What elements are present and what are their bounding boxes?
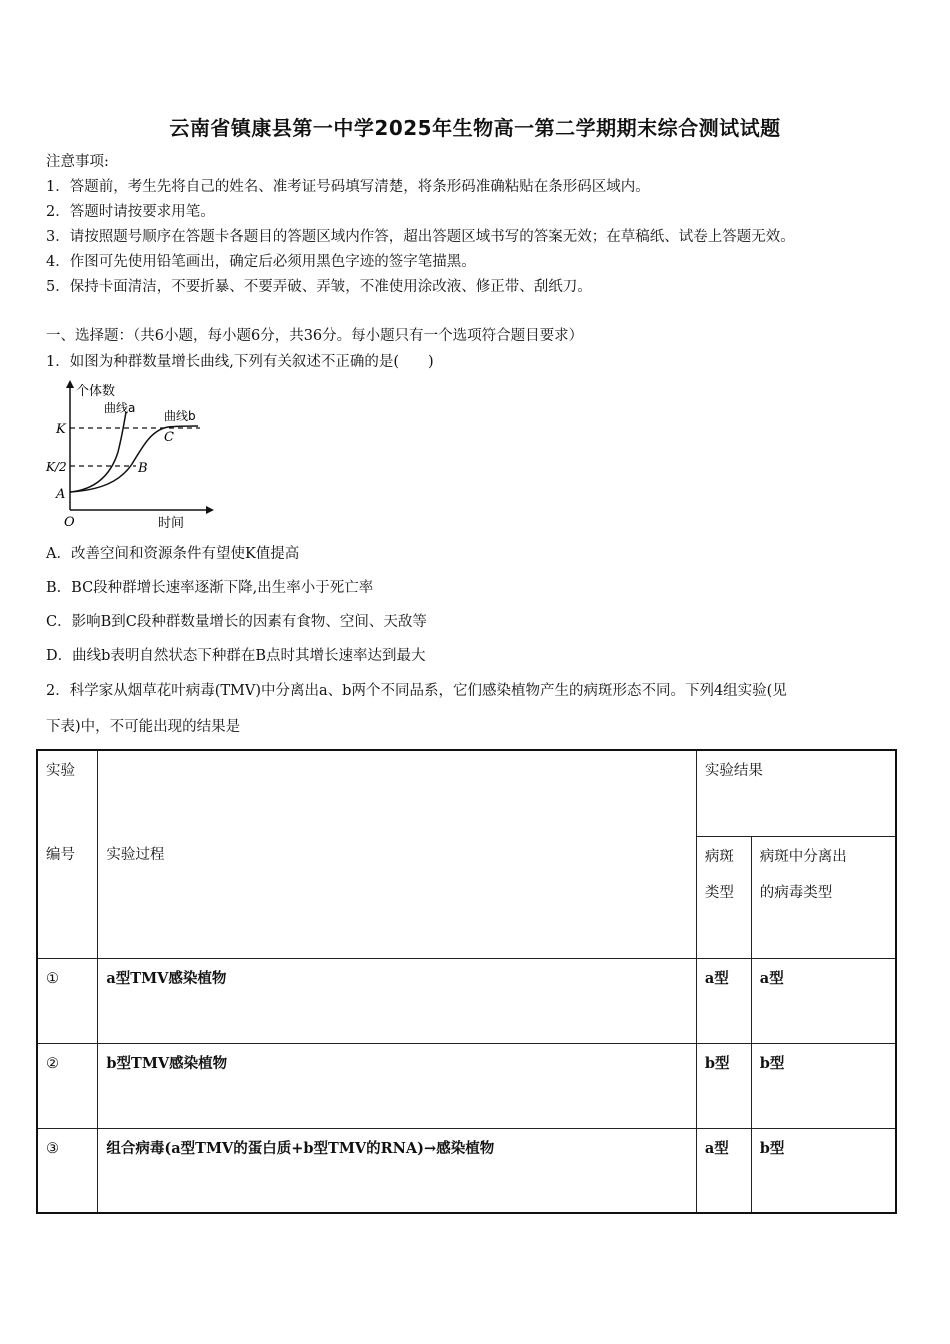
- header-virus-type: [751, 836, 896, 958]
- header-id-line2: 编号: [46, 847, 75, 863]
- graph-k2-label: K/2: [46, 460, 67, 474]
- notice-item: 1．答题前，考生先将自己的姓名、准考证号码填写清楚，将条形码准确粘贴在条形码区域内。: [46, 179, 650, 195]
- notice-heading: 注意事项:: [46, 154, 109, 170]
- question-1-stem: 1．如图为种群数量增长曲线,下列有关叙述不正确的是( ): [46, 354, 434, 370]
- notice-item: 5．保持卡面清洁，不要折暴、不要弄破、弄皱，不准使用涂改液、修正带、刮纸刀。: [46, 279, 592, 295]
- header-virus-line2: 的病毒类型: [759, 884, 833, 901]
- notice-item: 2．答题时请按要求用笔。: [46, 204, 215, 220]
- row-process: a型TMV感染植物: [98, 958, 696, 1043]
- notice-item: 3．请按照题号顺序在答题卡各题目的答题区域内作答，超出答题区域书写的答案无效；在草稿纸、试卷上答题无效。: [46, 229, 795, 245]
- table-row: [37, 1128, 896, 1213]
- graph-origin: O: [64, 515, 75, 530]
- graph-point-a: A: [56, 487, 66, 502]
- graph-point-b: B: [138, 461, 148, 476]
- row-virus: b型: [751, 1128, 896, 1213]
- header-virus-line1: 病斑中分离出: [759, 848, 847, 865]
- header-process: [98, 750, 696, 958]
- graph-xlabel: 时间: [158, 516, 185, 531]
- header-result: 实验结果: [696, 750, 896, 836]
- curve-a-label: 曲线a: [104, 401, 136, 415]
- table-row: [37, 1043, 896, 1128]
- option-c: C．影响B到C段种群数量增长的因素有食物、空间、天敌等: [46, 614, 427, 630]
- header-spot-line2: 类型: [704, 884, 734, 901]
- row-process: 组合病毒(a型TMV的蛋白质+b型TMV的RNA)→感染植物: [98, 1128, 696, 1213]
- row-virus: b型: [751, 1043, 896, 1128]
- header-id-line1: 实验: [46, 763, 75, 779]
- notice-item: 4．作图可先使用铅笔画出，确定后必须用黑色字迹的签字笔描黑。: [46, 254, 476, 270]
- option-b: B．BC段种群增长速率逐渐下降,出生率小于死亡率: [46, 580, 374, 596]
- row-id: ③: [37, 1128, 98, 1213]
- row-spot: b型: [696, 1043, 751, 1128]
- curve-b-label: 曲线b: [164, 409, 196, 423]
- option-d: D．曲线b表明自然状态下种群在B点时其增长速率达到最大: [46, 648, 426, 664]
- graph-point-c: C: [164, 430, 174, 445]
- header-experiment-id: [37, 750, 98, 958]
- header-spot-line1: 病斑: [704, 848, 734, 865]
- question-2-line2: 下表)中，不可能出现的结果是: [46, 719, 241, 735]
- row-id: ①: [37, 958, 98, 1043]
- option-a: A．改善空间和资源条件有望使K值提高: [46, 546, 300, 562]
- graph-ylabel: 个体数: [76, 384, 116, 399]
- section-heading: 一、选择题：（共6小题，每小题6分，共36分。每小题只有一个选项符合题目要求）: [46, 328, 584, 344]
- row-spot: a型: [696, 958, 751, 1043]
- question-2-line1: 2．科学家从烟草花叶病毒(TMV)中分离出a、b两个不同品系，它们感染植物产生的病斑形态不同。下列4组实验(见: [46, 683, 787, 699]
- population-growth-graph: [40, 378, 220, 533]
- page-title: 云南省镇康县第一中学2025年生物高一第二学期期末综合测试试题: [169, 116, 781, 140]
- table-row: [37, 958, 896, 1043]
- row-spot: a型: [696, 1128, 751, 1213]
- row-virus: a型: [751, 958, 896, 1043]
- header-process-label: 实验过程: [106, 847, 165, 863]
- experiment-table: [36, 749, 897, 1214]
- header-spot-type: [696, 836, 751, 958]
- graph-k-label: K: [56, 422, 66, 437]
- row-id: ②: [37, 1043, 98, 1128]
- row-process: b型TMV感染植物: [98, 1043, 696, 1128]
